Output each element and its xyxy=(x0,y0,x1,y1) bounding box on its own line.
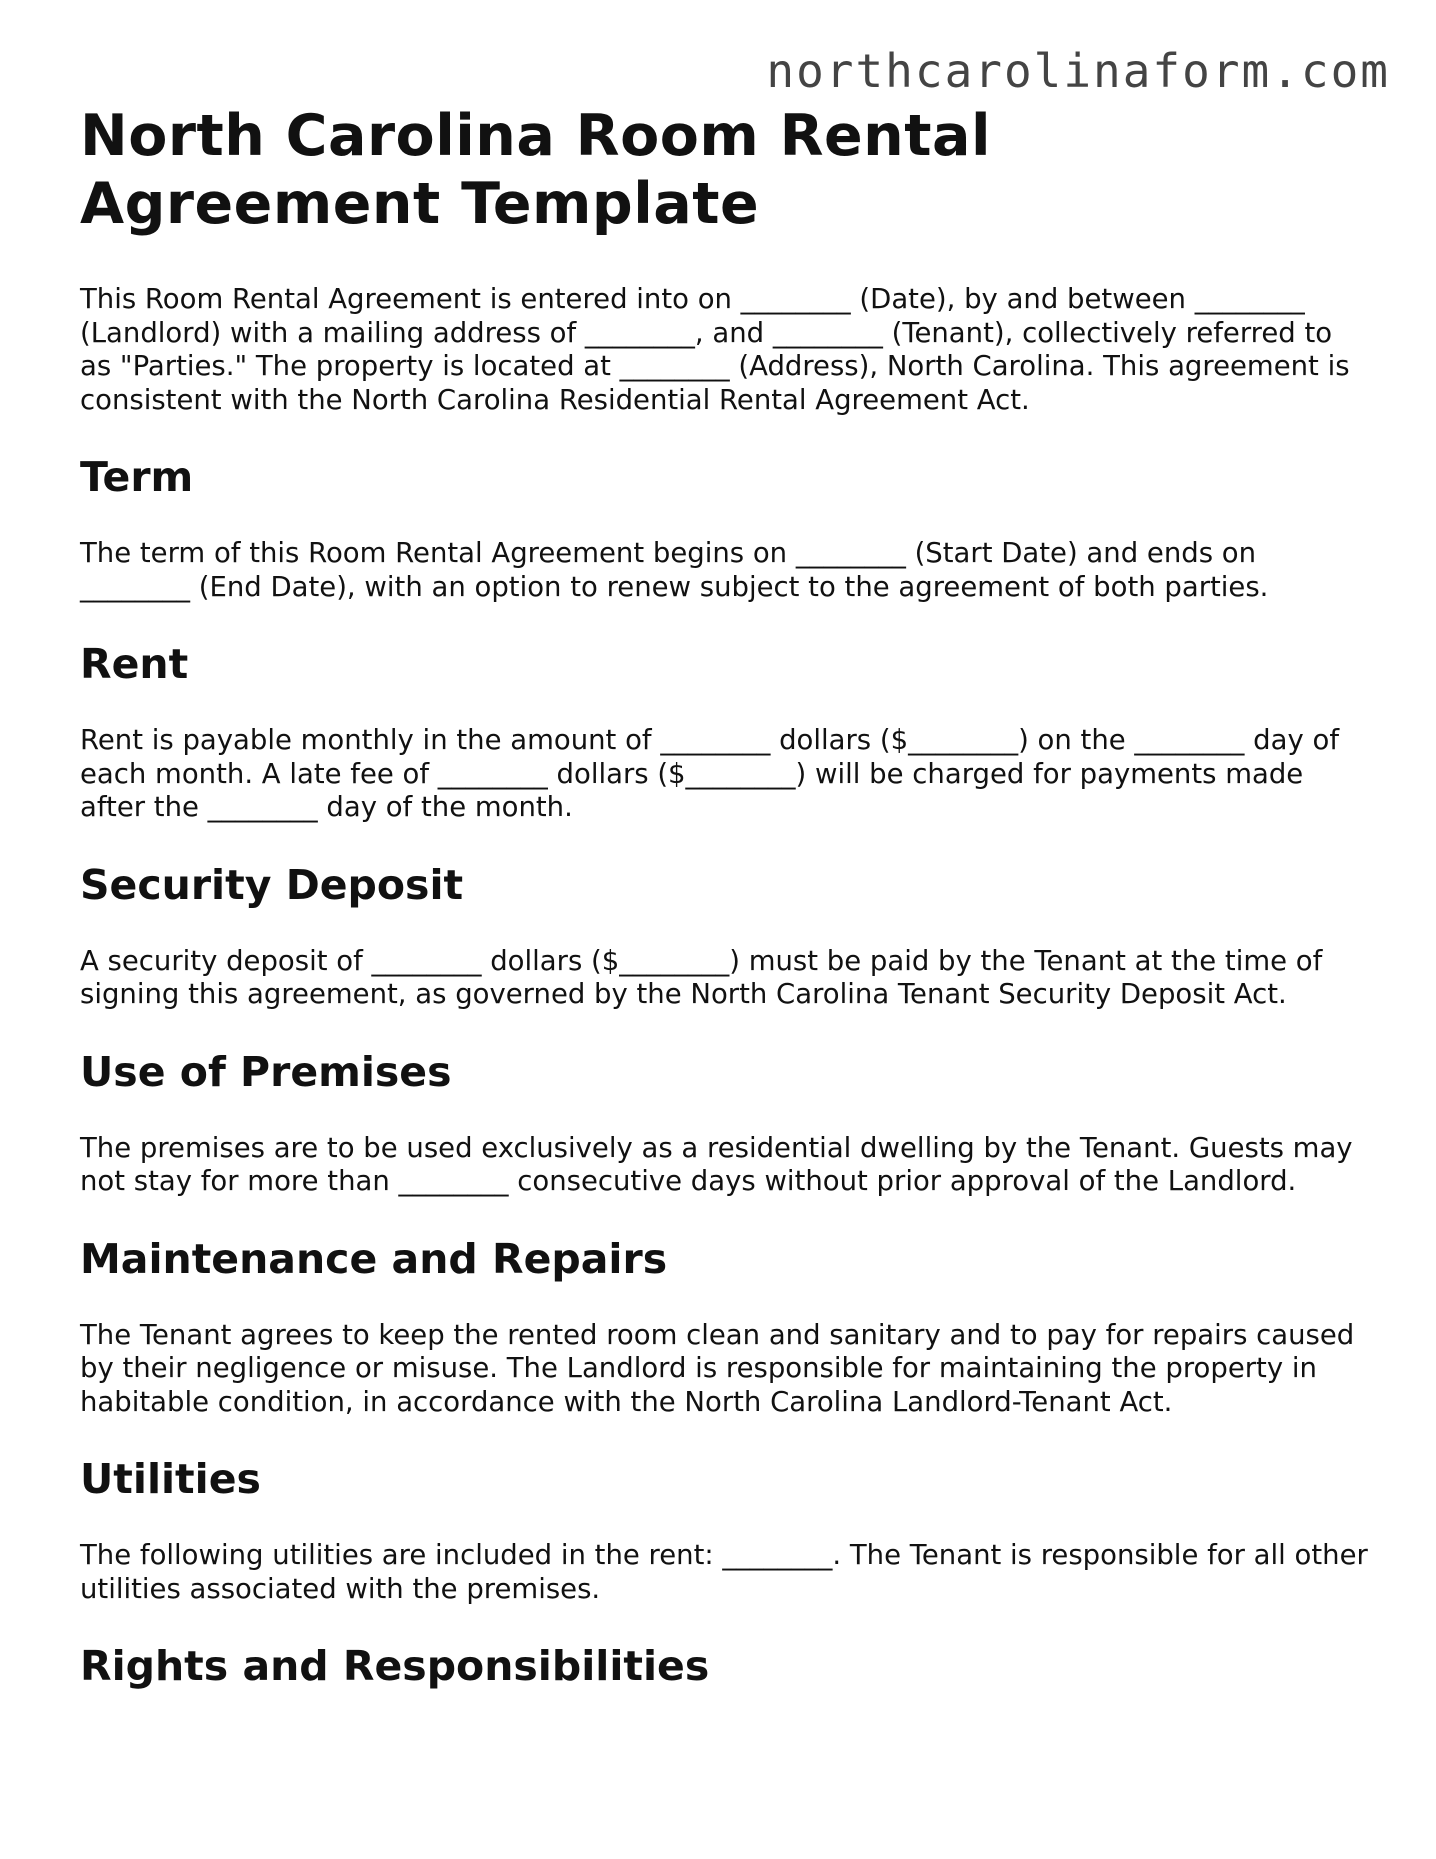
section-heading: Use of Premises xyxy=(80,1047,452,1096)
section-security-deposit xyxy=(80,861,1370,1012)
section-heading: Rent xyxy=(80,640,189,688)
section-rent xyxy=(80,640,1370,825)
section-body: The following utilities are included in the rent: ________. The Tenant is responsible for all other utilities associated with the premises. xyxy=(80,1539,1368,1605)
document-page xyxy=(80,102,1370,1690)
section-rights-and-responsibilities xyxy=(80,1642,1370,1690)
section-heading: Maintenance and Repairs xyxy=(80,1234,668,1283)
site-watermark: northcarolinaform.com xyxy=(766,44,1390,98)
section-body: A security deposit of ________ dollars ($________) must be paid by the Tenant at the time of signing this agreement, as governed by the North Carolina Tenant Security Deposit Act. xyxy=(80,944,1323,1010)
section-heading: Rights and Responsibilities xyxy=(80,1642,710,1690)
section-utilities xyxy=(80,1455,1370,1606)
section-body: The term of this Room Rental Agreement begins on ________ (Start Date) and ends on ________ (End Date), with an option to renew subject to the agreement of both parties. xyxy=(80,537,1269,603)
section-heading: Term xyxy=(80,453,194,501)
document-title: North Carolina Room Rental Agreement Template xyxy=(80,103,992,237)
section-body: The Tenant agrees to keep the rented room clean and sanitary and to pay for repairs caused by their negligence or misuse. The Landlord is responsible for maintaining the property in habitable condition, in accordance with the North Carolina Landlord-Tenant Act. xyxy=(80,1318,1355,1418)
section-use-of-premises xyxy=(80,1048,1370,1199)
section-term xyxy=(80,453,1370,604)
intro-paragraph: This Room Rental Agreement is entered into on ________ (Date), by and between ________ (Landlord) with a mailing address of ________, and ________ (Tenant), collectively referred to as "Parties." The property is located at ________ (Address), North Carolina. This agreement is consistent with the North Carolina Residential Rental Agreement Act. xyxy=(80,283,1350,416)
section-heading: Utilities xyxy=(80,1455,261,1503)
section-maintenance-and-repairs xyxy=(80,1235,1370,1420)
section-body: The premises are to be used exclusively as a residential dwelling by the Tenant. Guests may not stay for more than ________ consecutive days without prior approval of the Landlord. xyxy=(80,1131,1353,1197)
section-heading: Security Deposit xyxy=(80,860,464,909)
section-body: Rent is payable monthly in the amount of ________ dollars ($________) on the ________ day of each month. A late fee of ________ dollars ($________) will be charged for payments made after the ________ day of the month. xyxy=(80,724,1339,823)
